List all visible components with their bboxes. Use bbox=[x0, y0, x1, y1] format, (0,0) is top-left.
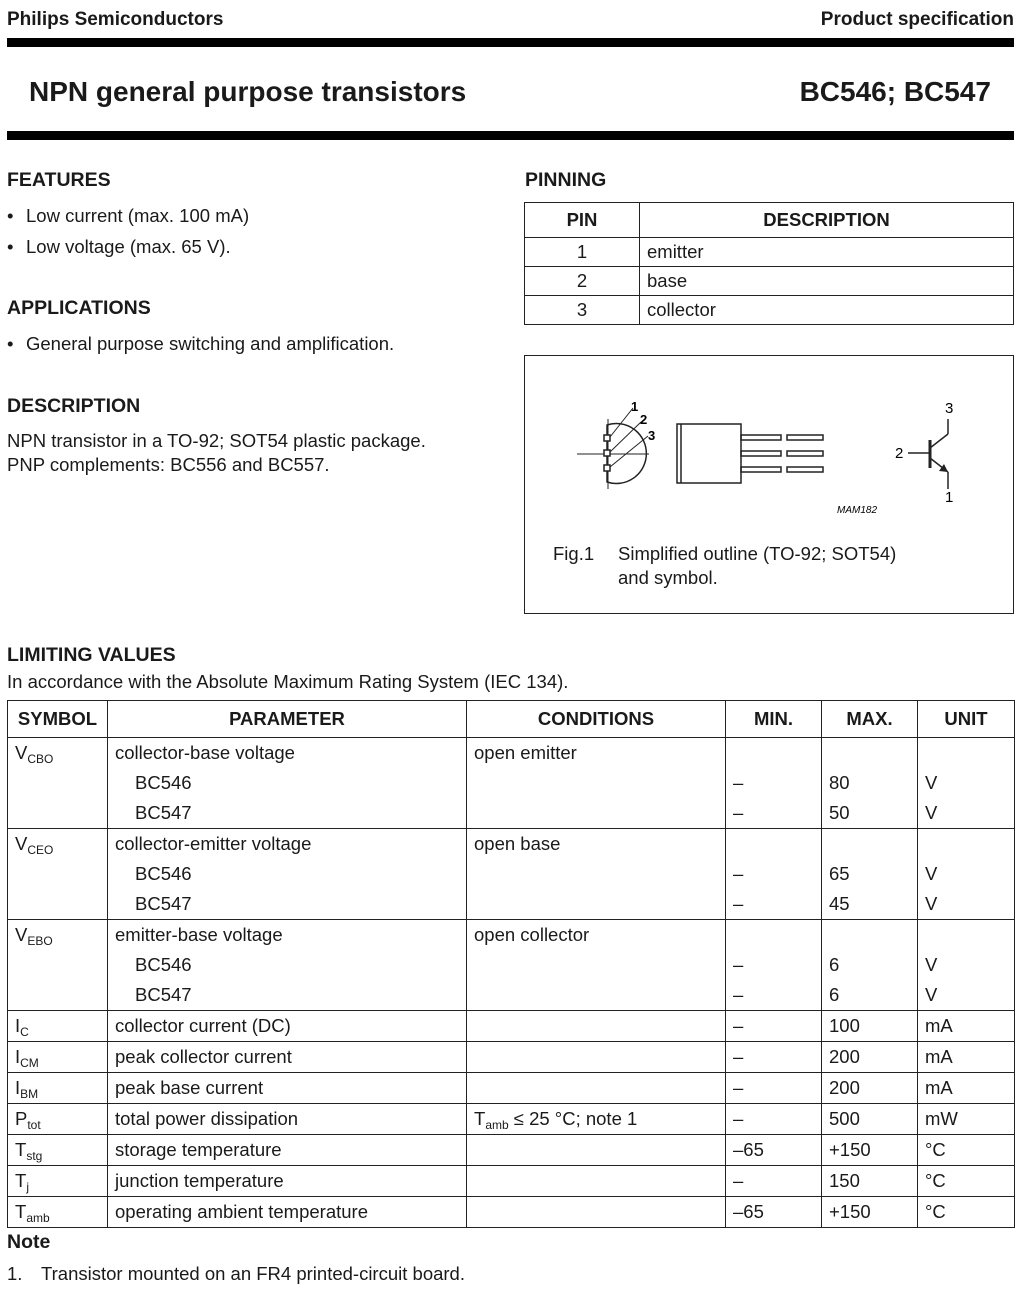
symbol-cell: $V_{EBO}$ bbox=[8, 920, 108, 951]
max-cell: 65 bbox=[822, 859, 918, 889]
pin-description: collector bbox=[640, 296, 1014, 325]
table-row bbox=[525, 267, 1014, 296]
max-column-header: MAX. bbox=[822, 701, 918, 738]
symbol-cell: $I_{BM}$ bbox=[8, 1073, 108, 1104]
description-heading: DESCRIPTION bbox=[7, 395, 141, 417]
table-row bbox=[8, 1011, 1015, 1042]
max-cell: 6 bbox=[822, 950, 918, 980]
table-row bbox=[8, 980, 1015, 1011]
symbol-cell: $T_{amb}$ bbox=[8, 1197, 108, 1228]
symbol-cell bbox=[8, 889, 108, 920]
applications-heading: APPLICATIONS bbox=[7, 297, 151, 319]
max-cell bbox=[822, 920, 918, 951]
pinning-heading: PINNING bbox=[525, 169, 607, 191]
unit-cell: mA bbox=[918, 1011, 1015, 1042]
symbol-cell: $T_j$ bbox=[8, 1166, 108, 1197]
unit-cell: °C bbox=[918, 1166, 1015, 1197]
conditions-column-header: CONDITIONS bbox=[467, 701, 726, 738]
conditions-cell bbox=[467, 950, 726, 980]
unit-cell: V bbox=[918, 950, 1015, 980]
note-number: 1. bbox=[7, 1263, 23, 1284]
parameter-cell: peak collector current bbox=[108, 1042, 467, 1073]
limiting-values-intro: In accordance with the Absolute Maximum Rating System (IEC 134). bbox=[7, 671, 569, 692]
application-item: • General purpose switching and amplification. bbox=[7, 333, 395, 354]
parameter-cell: BC547 bbox=[108, 889, 467, 920]
feature-item: • Low voltage (max. 65 V). bbox=[7, 236, 231, 257]
pin-column-header: PIN bbox=[525, 203, 640, 238]
min-cell: – bbox=[726, 798, 822, 829]
min-cell: – bbox=[726, 950, 822, 980]
unit-cell: V bbox=[918, 859, 1015, 889]
table-row bbox=[8, 1197, 1015, 1228]
min-cell bbox=[726, 829, 822, 860]
pin-description: base bbox=[640, 267, 1014, 296]
document-type: Product specification bbox=[820, 9, 1014, 30]
min-cell: – bbox=[726, 859, 822, 889]
symbol-cell: $I_{CM}$ bbox=[8, 1042, 108, 1073]
min-cell: – bbox=[726, 1011, 822, 1042]
description-column-header: DESCRIPTION bbox=[640, 203, 1014, 238]
min-column-header: MIN. bbox=[726, 701, 822, 738]
conditions-cell bbox=[467, 1042, 726, 1073]
min-cell: – bbox=[726, 889, 822, 920]
features-heading: FEATURES bbox=[7, 169, 111, 191]
figure-caption: Simplified outline (TO-92; SOT54) bbox=[618, 543, 897, 564]
package-outline-diagram bbox=[525, 356, 1013, 536]
table-row bbox=[8, 1104, 1015, 1135]
min-cell bbox=[726, 920, 822, 951]
unit-cell: mA bbox=[918, 1073, 1015, 1104]
table-row bbox=[8, 859, 1015, 889]
note-heading: Note bbox=[7, 1231, 51, 1253]
conditions-cell bbox=[467, 798, 726, 829]
table-row bbox=[8, 950, 1015, 980]
parameter-cell: BC546 bbox=[108, 768, 467, 798]
symbol-cell bbox=[8, 980, 108, 1011]
pinning-table bbox=[524, 202, 1014, 325]
symbol-cell: $I_C$ bbox=[8, 1011, 108, 1042]
max-cell: 150 bbox=[822, 1166, 918, 1197]
min-cell: – bbox=[726, 768, 822, 798]
conditions-cell: open base bbox=[467, 829, 726, 860]
min-cell: – bbox=[726, 1104, 822, 1135]
description-line: PNP complements: BC556 and BC557. bbox=[7, 454, 330, 475]
unit-cell: mA bbox=[918, 1042, 1015, 1073]
parameter-cell: BC546 bbox=[108, 950, 467, 980]
unit-cell: V bbox=[918, 980, 1015, 1011]
parameter-cell: junction temperature bbox=[108, 1166, 467, 1197]
symbol-emitter-label: 1 bbox=[945, 489, 954, 506]
figure-code: MAM182 bbox=[837, 505, 878, 516]
symbol-cell bbox=[8, 798, 108, 829]
table-row bbox=[8, 798, 1015, 829]
parameter-column-header: PARAMETER bbox=[108, 701, 467, 738]
table-row bbox=[8, 1073, 1015, 1104]
to92-bottom-view bbox=[577, 408, 649, 489]
unit-cell: V bbox=[918, 798, 1015, 829]
unit-cell bbox=[918, 829, 1015, 860]
symbol-cell: $V_{CEO}$ bbox=[8, 829, 108, 860]
company-name: Philips Semiconductors bbox=[7, 9, 224, 30]
table-row bbox=[525, 296, 1014, 325]
unit-cell: °C bbox=[918, 1197, 1015, 1228]
limiting-values-heading: LIMITING VALUES bbox=[7, 644, 176, 666]
max-cell: 50 bbox=[822, 798, 918, 829]
unit-cell: V bbox=[918, 889, 1015, 920]
feature-item: • Low current (max. 100 mA) bbox=[7, 205, 250, 226]
parameter-cell: collector-emitter voltage bbox=[108, 829, 467, 860]
max-cell bbox=[822, 738, 918, 769]
parameter-cell: storage temperature bbox=[108, 1135, 467, 1166]
table-row bbox=[8, 1042, 1015, 1073]
unit-cell bbox=[918, 920, 1015, 951]
unit-cell: V bbox=[918, 768, 1015, 798]
conditions-cell bbox=[467, 889, 726, 920]
min-cell: – bbox=[726, 1166, 822, 1197]
conditions-cell: open emitter bbox=[467, 738, 726, 769]
parameter-cell: emitter-base voltage bbox=[108, 920, 467, 951]
max-cell: 80 bbox=[822, 768, 918, 798]
parameter-cell: peak base current bbox=[108, 1073, 467, 1104]
title-rule bbox=[7, 131, 1014, 140]
part-number: BC546; BC547 bbox=[799, 76, 991, 107]
parameter-cell: BC547 bbox=[108, 980, 467, 1011]
parameter-cell: BC547 bbox=[108, 798, 467, 829]
unit-column-header: UNIT bbox=[918, 701, 1015, 738]
parameter-cell: total power dissipation bbox=[108, 1104, 467, 1135]
unit-cell: mW bbox=[918, 1104, 1015, 1135]
conditions-cell bbox=[467, 1166, 726, 1197]
max-cell: +150 bbox=[822, 1197, 918, 1228]
page-title: NPN general purpose transistors bbox=[29, 76, 467, 107]
max-cell: 200 bbox=[822, 1042, 918, 1073]
table-row bbox=[8, 1135, 1015, 1166]
to92-side-view bbox=[677, 424, 823, 483]
conditions-cell bbox=[467, 1197, 726, 1228]
unit-cell bbox=[918, 738, 1015, 769]
table-row bbox=[8, 829, 1015, 860]
symbol-cell: $P_{tot}$ bbox=[8, 1104, 108, 1135]
npn-transistor-symbol bbox=[908, 419, 948, 489]
symbol-cell: $V_{CBO}$ bbox=[8, 738, 108, 769]
table-row bbox=[8, 889, 1015, 920]
min-cell: –65 bbox=[726, 1197, 822, 1228]
table-row bbox=[8, 1166, 1015, 1197]
symbol-base-label: 2 bbox=[895, 445, 904, 462]
conditions-cell: open collector bbox=[467, 920, 726, 951]
max-cell: 6 bbox=[822, 980, 918, 1011]
table-row bbox=[8, 738, 1015, 769]
symbol-cell: $T_{stg}$ bbox=[8, 1135, 108, 1166]
min-cell: – bbox=[726, 1073, 822, 1104]
figure-label: Fig.1 bbox=[553, 543, 595, 564]
parameter-cell: collector current (DC) bbox=[108, 1011, 467, 1042]
min-cell: –65 bbox=[726, 1135, 822, 1166]
min-cell: – bbox=[726, 1042, 822, 1073]
conditions-cell bbox=[467, 1135, 726, 1166]
limiting-values-table bbox=[7, 700, 1015, 1228]
max-cell bbox=[822, 829, 918, 860]
pin-number: 2 bbox=[525, 267, 640, 296]
parameter-cell: operating ambient temperature bbox=[108, 1197, 467, 1228]
symbol-collector-label: 3 bbox=[945, 400, 954, 417]
table-row bbox=[8, 768, 1015, 798]
outline-pin-label: 2 bbox=[640, 412, 648, 427]
parameter-cell: BC546 bbox=[108, 859, 467, 889]
symbol-cell bbox=[8, 859, 108, 889]
max-cell: 200 bbox=[822, 1073, 918, 1104]
outline-pin-label: 1 bbox=[631, 399, 639, 414]
unit-cell: °C bbox=[918, 1135, 1015, 1166]
max-cell: 100 bbox=[822, 1011, 918, 1042]
outline-pin-label: 3 bbox=[648, 428, 656, 443]
conditions-cell bbox=[467, 1073, 726, 1104]
table-row bbox=[525, 238, 1014, 267]
description-line: NPN transistor in a TO-92; SOT54 plastic package. bbox=[7, 430, 426, 451]
symbol-column-header: SYMBOL bbox=[8, 701, 108, 738]
conditions-cell bbox=[467, 1011, 726, 1042]
min-cell bbox=[726, 738, 822, 769]
min-cell: – bbox=[726, 980, 822, 1011]
conditions-cell bbox=[467, 859, 726, 889]
conditions-cell: $T_{amb} \le 25$ °C; note 1 bbox=[467, 1104, 726, 1135]
conditions-cell bbox=[467, 980, 726, 1011]
symbol-cell bbox=[8, 768, 108, 798]
conditions-cell bbox=[467, 768, 726, 798]
figure-caption: and symbol. bbox=[618, 567, 718, 588]
max-cell: 500 bbox=[822, 1104, 918, 1135]
header-rule bbox=[7, 38, 1014, 47]
max-cell: +150 bbox=[822, 1135, 918, 1166]
table-row bbox=[8, 920, 1015, 951]
pin-description: emitter bbox=[640, 238, 1014, 267]
pin-number: 1 bbox=[525, 238, 640, 267]
max-cell: 45 bbox=[822, 889, 918, 920]
parameter-cell: collector-base voltage bbox=[108, 738, 467, 769]
symbol-cell bbox=[8, 950, 108, 980]
pin-number: 3 bbox=[525, 296, 640, 325]
note-text: Transistor mounted on an FR4 printed-circuit board. bbox=[41, 1263, 465, 1284]
figure-box bbox=[524, 355, 1014, 614]
